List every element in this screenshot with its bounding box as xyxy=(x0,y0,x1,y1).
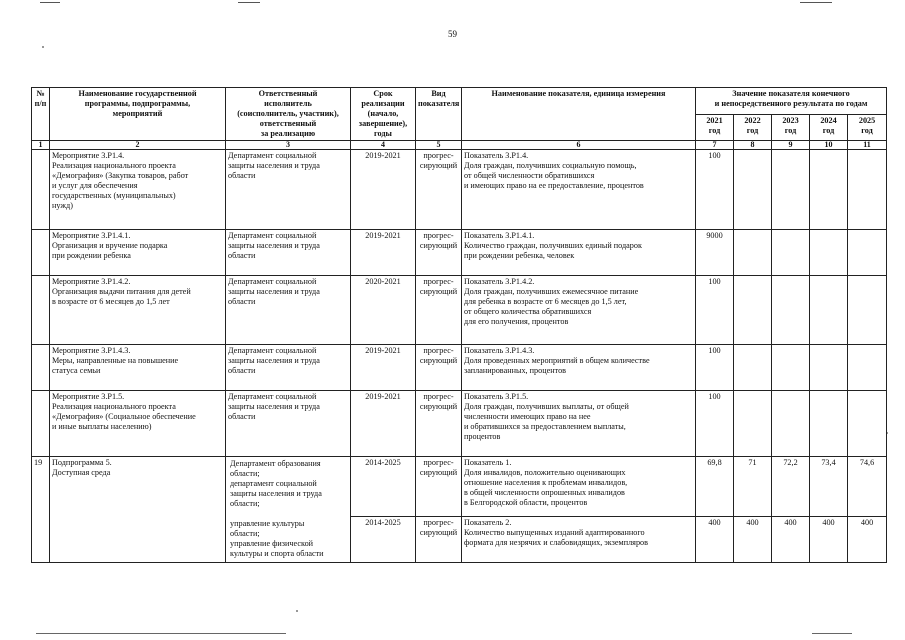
row-indicator: Показатель 3.P1.4.3. Доля проведенных мероприятий в общем количестве запланированных, процентов xyxy=(462,345,696,391)
row-indicator: Показатель 3.P1.5. Доля граждан, получивших выплаты, от общей численности имеющих право на нее и обратившихся за предоставлением выплаты, процентов xyxy=(462,391,696,457)
subprogram-executor xyxy=(226,457,351,563)
row-indicator: Показатель 2. Количество выпущенных изданий адаптированного формата для незрячих и слабовидящих, экземпляров xyxy=(462,517,696,563)
header-term: Срок реализации (начало, завершение), годы xyxy=(351,88,416,141)
subprogram-executor-bottom: управление культуры области; управление физической культуры и спорта области xyxy=(230,519,324,558)
header-year-2023: 2023 год xyxy=(772,115,810,141)
row-value-2021: 400 xyxy=(696,517,734,563)
row-type: прогрес- сирующий xyxy=(416,276,462,345)
row-type: прогрес- сирующий xyxy=(416,391,462,457)
row-value-2024 xyxy=(810,150,848,230)
table-row xyxy=(32,230,887,276)
column-number: 4 xyxy=(351,141,416,150)
row-value-2024 xyxy=(810,391,848,457)
row-term: 2019-2021 xyxy=(351,150,416,230)
table-row xyxy=(32,150,887,230)
row-value-2022 xyxy=(734,150,772,230)
row-value-2021: 100 xyxy=(696,150,734,230)
row-executor: Департамент социальной защиты населения и труда области xyxy=(226,276,351,345)
row-name: Мероприятие 3.P1.4.1. Организация и вручение подарка при рождении ребенка xyxy=(50,230,226,276)
row-value-2023 xyxy=(772,276,810,345)
bottom-rule-right xyxy=(812,633,852,634)
header-num: № п/п xyxy=(32,88,50,141)
row-num xyxy=(32,391,50,457)
column-number: 9 xyxy=(772,141,810,150)
header-indicator: Наименование показателя, единица измерения xyxy=(462,88,696,141)
row-value-2025 xyxy=(848,150,887,230)
row-term: 2019-2021 xyxy=(351,391,416,457)
header-type: Вид показателя xyxy=(416,88,462,141)
column-number: 3 xyxy=(226,141,351,150)
row-num xyxy=(32,345,50,391)
row-name: Мероприятие 3.P1.4.3. Меры, направленные на повышение статуса семьи xyxy=(50,345,226,391)
row-value-2023: 72,2 xyxy=(772,457,810,517)
row-value-2025 xyxy=(848,276,887,345)
row-value-2023 xyxy=(772,150,810,230)
row-value-2022 xyxy=(734,345,772,391)
row-num xyxy=(32,150,50,230)
top-rule-right xyxy=(800,2,832,3)
page-number: 59 xyxy=(448,29,457,39)
row-term: 2014-2025 xyxy=(351,517,416,563)
header-name: Наименование государственной программы, подпрограммы, мероприятий xyxy=(50,88,226,141)
row-value-2022 xyxy=(734,230,772,276)
row-type: прогрес- сирующий xyxy=(416,345,462,391)
column-number: 6 xyxy=(462,141,696,150)
row-value-2021: 69,8 xyxy=(696,457,734,517)
row-name: Мероприятие 3.P1.5. Реализация национального проекта «Демография» (Социальное обеспечение и иные выплаты населению) xyxy=(50,391,226,457)
row-value-2021: 100 xyxy=(696,276,734,345)
header-year-2021: 2021 год xyxy=(696,115,734,141)
row-value-2024: 73,4 xyxy=(810,457,848,517)
column-number: 10 xyxy=(810,141,848,150)
header-executor: Ответственный исполнитель (соисполнитель, участник), ответственный за реализацию xyxy=(226,88,351,141)
row-executor: Департамент социальной защиты населения и труда области xyxy=(226,345,351,391)
row-value-2025 xyxy=(848,391,887,457)
row-term: 2019-2021 xyxy=(351,345,416,391)
scan-speck xyxy=(42,46,44,48)
row-value-2024 xyxy=(810,345,848,391)
column-number: 8 xyxy=(734,141,772,150)
column-numbers-row xyxy=(32,141,887,150)
row-value-2024: 400 xyxy=(810,517,848,563)
row-type: прогрес- сирующий xyxy=(416,230,462,276)
row-value-2021: 100 xyxy=(696,391,734,457)
row-indicator: Показатель 3.P1.4.1. Количество граждан, получивших единый подарок при рождении ребенка, человек xyxy=(462,230,696,276)
row-name: Мероприятие 3.P1.4. Реализация национального проекта «Демография» (Закупка товаров, работ и услуг для обеспечения государственных (муниципальных) нужд) xyxy=(50,150,226,230)
row-indicator: Показатель 1. Доля инвалидов, положительно оценивающих отношение населения к проблемам инвалидов, в общей численности опрошенных инвалидов в Белгородской области, процентов xyxy=(462,457,696,517)
table-row xyxy=(32,345,887,391)
subprogram-name: Подпрограмма 5. Доступная среда xyxy=(50,457,226,563)
row-value-2025 xyxy=(848,345,887,391)
row-term: 2019-2021 xyxy=(351,230,416,276)
row-executor: Департамент социальной защиты населения и труда области xyxy=(226,391,351,457)
row-value-2024 xyxy=(810,276,848,345)
bottom-rule-left xyxy=(36,633,286,634)
subprogram-executor-top: Департамент образования области; департамент социальной защиты населения и труда области; xyxy=(230,459,322,508)
row-value-2022 xyxy=(734,276,772,345)
row-name: Мероприятие 3.P1.4.2. Организация выдачи питания для детей в возрасте от 6 месяцев до 1,5 лет xyxy=(50,276,226,345)
row-type: прогрес- сирующий xyxy=(416,150,462,230)
row-value-2023 xyxy=(772,345,810,391)
header-year-2022: 2022 год xyxy=(734,115,772,141)
row-value-2021: 9000 xyxy=(696,230,734,276)
subprogram-row xyxy=(32,457,887,517)
row-value-2023: 400 xyxy=(772,517,810,563)
row-num xyxy=(32,230,50,276)
row-indicator: Показатель 3.P1.4. Доля граждан, получивших социальную помощь, от общей численности обратившихся и имеющих право на ее предоставление, процентов xyxy=(462,150,696,230)
row-type: прогрес- сирующий xyxy=(416,517,462,563)
table-row xyxy=(32,391,887,457)
top-rule-mid xyxy=(238,2,260,3)
indicators-table xyxy=(31,87,887,563)
row-term: 2014-2025 xyxy=(351,457,416,517)
column-number: 2 xyxy=(50,141,226,150)
column-number: 7 xyxy=(696,141,734,150)
column-number: 11 xyxy=(848,141,887,150)
row-value-2025: 74,6 xyxy=(848,457,887,517)
header-row xyxy=(32,88,887,115)
row-value-2022 xyxy=(734,391,772,457)
row-value-2024 xyxy=(810,230,848,276)
row-executor: Департамент социальной защиты населения и труда области xyxy=(226,150,351,230)
row-term: 2020-2021 xyxy=(351,276,416,345)
table-row xyxy=(32,276,887,345)
top-rule-left xyxy=(40,2,60,3)
row-executor: Департамент социальной защиты населения и труда области xyxy=(226,230,351,276)
row-type: прогрес- сирующий xyxy=(416,457,462,517)
scan-speck xyxy=(296,610,298,612)
header-values: Значение показателя конечного и непосредственного результата по годам xyxy=(696,88,887,115)
header-year-2025: 2025 год xyxy=(848,115,887,141)
header-year-2024: 2024 год xyxy=(810,115,848,141)
subprogram-num: 19 xyxy=(32,457,50,563)
row-value-2023 xyxy=(772,230,810,276)
column-number: 1 xyxy=(32,141,50,150)
row-value-2022: 71 xyxy=(734,457,772,517)
row-value-2023 xyxy=(772,391,810,457)
row-num xyxy=(32,276,50,345)
row-value-2025 xyxy=(848,230,887,276)
row-indicator: Показатель 3.P1.4.2. Доля граждан, получивших ежемесячное питание для ребенка в возрасте от 6 месяцев до 1,5 лет, от общего количества обратившихся для его получения, процентов xyxy=(462,276,696,345)
column-number: 5 xyxy=(416,141,462,150)
row-value-2022: 400 xyxy=(734,517,772,563)
row-value-2021: 100 xyxy=(696,345,734,391)
row-value-2025: 400 xyxy=(848,517,887,563)
